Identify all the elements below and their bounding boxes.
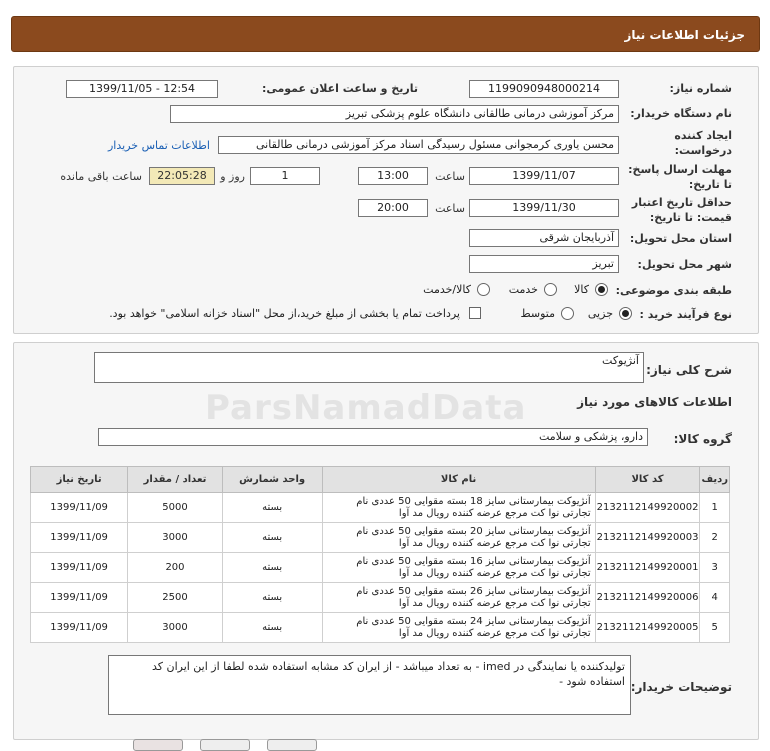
category-radio-both[interactable] [477,283,490,296]
process-label: نوع فرآیند خرید : [639,308,732,321]
creator-field: محسن یاوری کرمجوانی مسئول رسیدگی اسناد مرکز آموزشی درمانی طالقانی [218,136,619,154]
cell-code: 2132112149920006 [595,583,700,613]
action-button-1[interactable] [133,739,183,751]
category-option-goods: کالا [574,283,589,296]
process-radio-medium[interactable] [561,307,574,320]
treasury-payment-checkbox[interactable] [469,307,481,319]
remaining-label: ساعت باقی مانده [60,170,142,183]
cell-unit: بسته [222,613,322,643]
category-option-service: خدمت [508,283,538,296]
validity-time-field: 20:00 [358,199,428,217]
cell-need-date: 1399/11/09 [31,583,128,613]
province-field: آذربایجان شرقی [469,229,619,247]
cell-unit: بسته [222,583,322,613]
col-need-date: تاریخ نیاز [31,467,128,493]
cell-code: 2132112149920003 [595,523,700,553]
table-row [31,523,730,553]
cell-code: 2132112149920002 [595,493,700,523]
items-table-header [31,467,730,493]
cell-unit: بسته [222,523,322,553]
col-name: نام کالا [322,467,595,493]
process-option-medium: متوسط [520,307,555,320]
city-label: شهر محل تحویل: [637,258,732,271]
deadline-time-field: 13:00 [358,167,428,185]
buyer-notes-field: تولیدکننده یا نمایندگی در imed - به تعداد میباشد - از ایران کد مشابه استفاده شده لطفا از این ایران کد استفاده شود - [108,655,631,715]
action-button-2[interactable] [200,739,250,751]
cell-quantity: 5000 [128,493,223,523]
remaining-time-field: 22:05:28 [149,167,215,185]
table-row [31,583,730,613]
cell-need-date: 1399/11/09 [31,553,128,583]
watermark-text: ParsNamadData [205,388,527,428]
items-table [30,466,730,643]
category-radio-service[interactable] [544,283,557,296]
cell-row: 4 [700,583,730,613]
cell-quantity: 2500 [128,583,223,613]
col-code: کد کالا [595,467,700,493]
payment-note: پرداخت تمام یا بخشی از مبلغ خرید،از محل "اسناد خزانه اسلامی" خواهد بود. [109,307,460,320]
province-label: استان محل تحویل: [629,232,732,245]
page-title: جزئیات اطلاعات نیاز [624,28,745,42]
cell-name: آنژیوکت بیمارستانی سایز 26 بسته مقوایی 50 عددی نام تجارتی نوا کت مرجع عرضه کننده رویال مد آوا [322,583,595,613]
col-quantity: تعداد / مقدار [128,467,223,493]
action-button-3[interactable] [267,739,317,751]
col-unit: واحد شمارش [222,467,322,493]
cell-quantity: 3000 [128,613,223,643]
deadline-time-label: ساعت [435,170,465,183]
cell-need-date: 1399/11/09 [31,523,128,553]
cell-name: آنژیوکت بیمارستانی سایز 24 بسته مقوایی 50 عددی نام تجارتی نوا کت مرجع عرضه کننده رویال مد آوا [322,613,595,643]
need-number-field: 1199090948000214 [469,80,619,98]
cell-name: آنژیوکت بیمارستانی سایز 16 بسته مقوایی 50 عددی نام تجارتی نوا کت مرجع عرضه کننده رویال مد آوا [322,553,595,583]
creator-label: ایجاد کننده درخواست: [674,129,732,157]
general-desc-label: شرح کلی نیاز: [646,363,732,377]
cell-row: 2 [700,523,730,553]
general-desc-field: آنژیوکت [94,352,644,383]
category-option-both: کالا/خدمت [423,283,471,296]
table-row [31,613,730,643]
contact-buyer-link[interactable]: اطلاعات تماس خریدار [108,139,210,152]
validity-date-field: 1399/11/30 [469,199,619,217]
announce-field: 1399/11/05 - 12:54 [66,80,218,98]
goods-group-label: گروه کالا: [673,432,732,446]
announce-label: تاریخ و ساعت اعلان عمومی: [261,82,418,95]
cell-code: 2132112149920005 [595,613,700,643]
buyer-org-label: نام دستگاه خریدار: [630,107,732,120]
process-radio-minor[interactable] [619,307,632,320]
cell-need-date: 1399/11/09 [31,613,128,643]
cell-quantity: 3000 [128,523,223,553]
cell-name: آنژیوکت بیمارستانی سایز 20 بسته مقوایی 50 عددی نام تجارتی نوا کت مرجع عرضه کننده رویال مد آوا [322,523,595,553]
validity-time-label: ساعت [435,202,465,215]
cell-code: 2132112149920001 [595,553,700,583]
cell-row: 1 [700,493,730,523]
cell-need-date: 1399/11/09 [31,493,128,523]
cell-name: آنژیوکت بیمارستانی سایز 18 بسته مقوایی 50 عددی نام تجارتی نوا کت مرجع عرضه کننده رویال مد آوا [322,493,595,523]
cell-row: 3 [700,553,730,583]
table-row [31,493,730,523]
process-option-minor: جزیی [587,307,613,320]
cell-unit: بسته [222,493,322,523]
city-field: تبریز [469,255,619,273]
days-field: 1 [250,167,320,185]
category-radio-goods[interactable] [595,283,608,296]
buyer-org-field: مرکز آموزشی درمانی طالقانی دانشگاه علوم پزشکی تبریز [170,105,619,123]
buyer-notes-label: توضیحات خریدار: [630,680,732,694]
table-row [31,553,730,583]
goods-info-title: اطلاعات کالاهای مورد نیاز [577,395,732,409]
deadline-label: مهلت ارسال پاسخ: تا تاریخ: [628,163,732,191]
cell-row: 5 [700,613,730,643]
cell-unit: بسته [222,553,322,583]
category-label: طبقه بندی موضوعی: [615,284,732,297]
deadline-date-field: 1399/11/07 [469,167,619,185]
col-row: ردیف [700,467,730,493]
validity-label: حداقل تاریخ اعتبار قیمت: تا تاریخ: [631,196,732,224]
goods-group-field: دارو، پزشکی و سلامت [98,428,648,446]
cell-quantity: 200 [128,553,223,583]
days-label: روز و [220,170,245,183]
page-title-bar [11,16,760,52]
need-number-label: شماره نیاز: [669,82,732,95]
